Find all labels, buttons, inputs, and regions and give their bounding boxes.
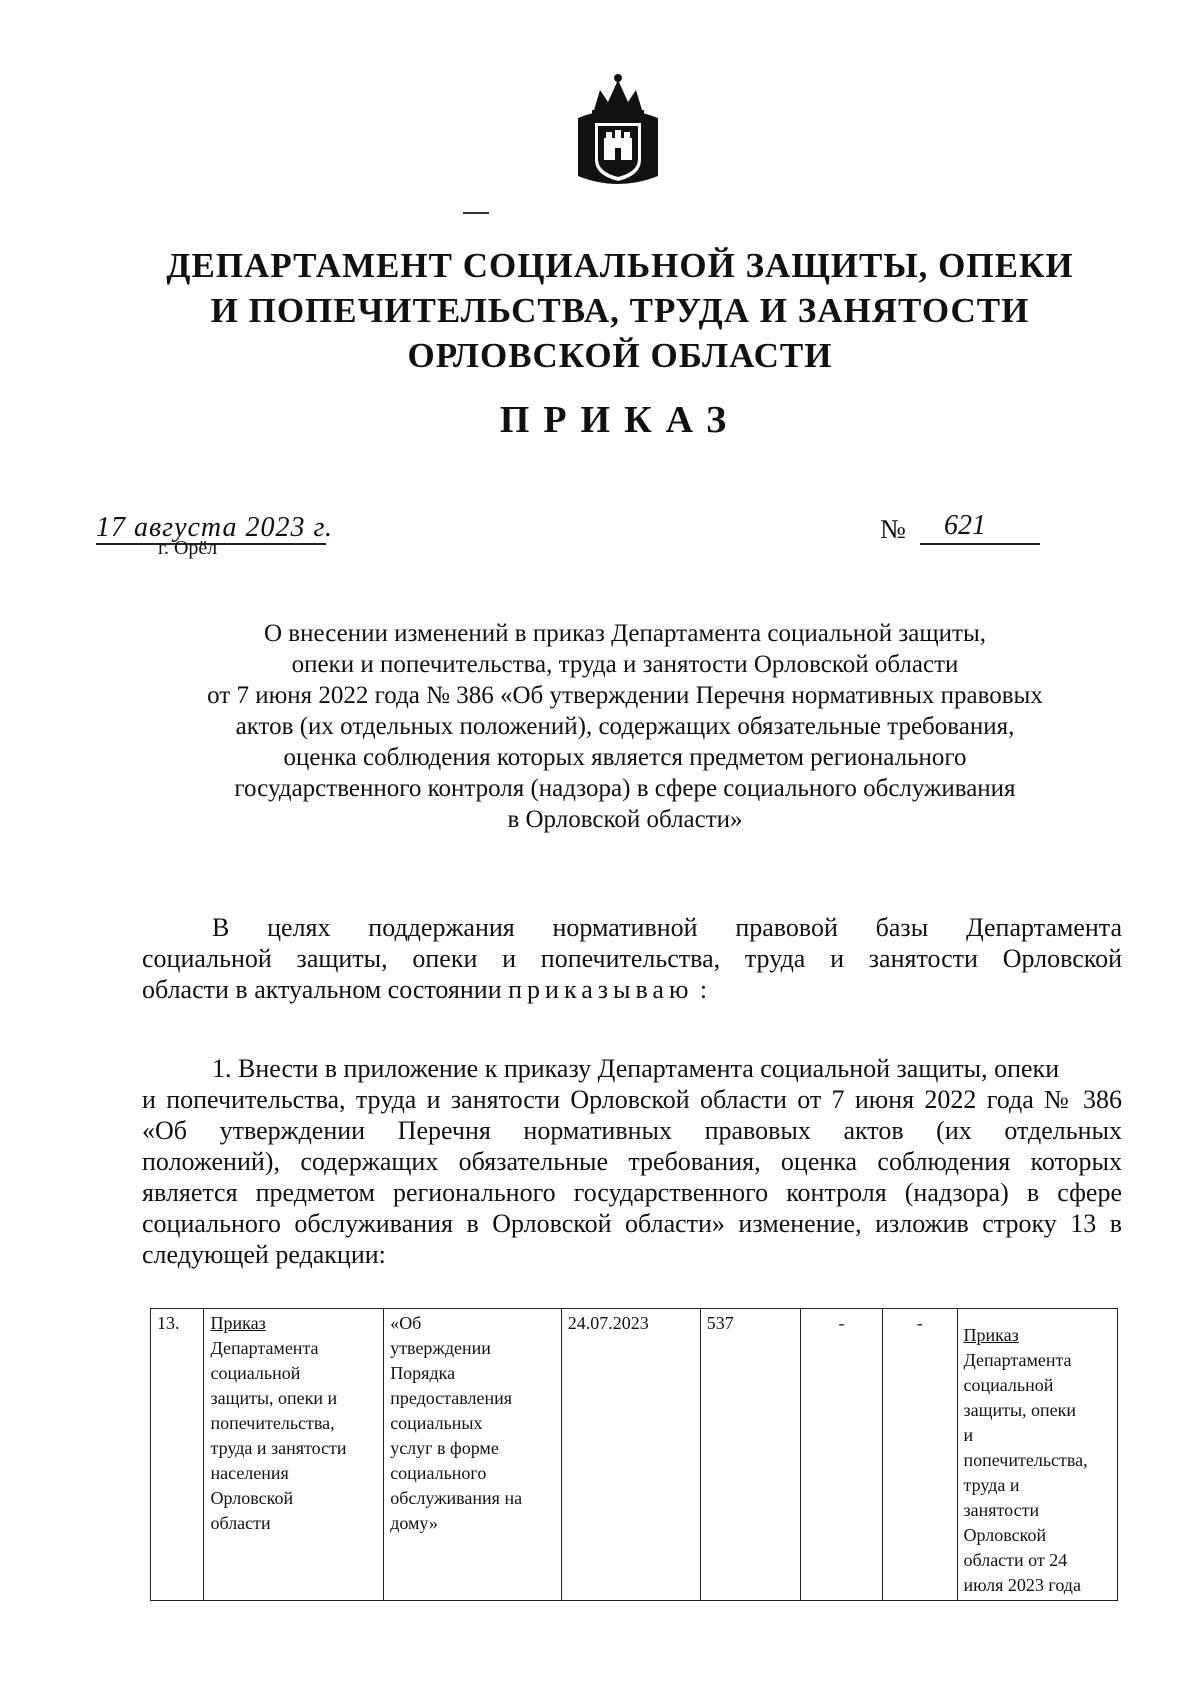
cell-line: Приказ xyxy=(210,1313,266,1333)
city-label: г. Орёл xyxy=(158,537,218,559)
cell-line: обслуживания на xyxy=(390,1488,523,1508)
cell-line: июля 2023 года xyxy=(963,1575,1081,1595)
cell-line: области xyxy=(210,1513,271,1533)
paragraph-line: и попечительства, труда и занятости Орловской области от 7 июня 2022 года № 386 xyxy=(142,1085,1122,1114)
cell-line: социальной xyxy=(210,1363,301,1383)
cell-line: Порядка xyxy=(390,1363,456,1383)
cell-line: труда и xyxy=(963,1475,1020,1495)
preamble-paragraph xyxy=(142,912,1122,1005)
cell-document-title xyxy=(384,1309,562,1601)
paragraph-line: следующей редакции: xyxy=(142,1240,386,1269)
paragraph-text: области в актуальном состоянии xyxy=(142,975,502,1004)
cell-number: 537 xyxy=(700,1309,801,1601)
number-sign: № xyxy=(880,514,906,544)
paragraph-line: является предметом регионального государственного контроля (надзора) в сфере xyxy=(142,1178,1122,1207)
cell-line: труда и занятости xyxy=(210,1438,347,1458)
cell-line: области от 24 xyxy=(963,1550,1068,1570)
number-underline xyxy=(920,543,1040,545)
document-type-title: ПРИКАЗ xyxy=(499,399,741,441)
subject-line: от 7 июня 2022 года № 386 «Об утверждении Перечня нормативных правовых xyxy=(207,682,1043,709)
cell-line: защиты, опеки и xyxy=(210,1388,338,1408)
cell-line: «Об xyxy=(390,1313,422,1333)
cell-row-number: 13. xyxy=(151,1309,204,1601)
cell-line: Департамента xyxy=(963,1350,1072,1370)
cell-line: занятости xyxy=(963,1500,1040,1520)
department-line: И ПОПЕЧИТЕЛЬСТВА, ТРУДА И ЗАНЯТОСТИ xyxy=(210,291,1030,330)
cell-line: Орловской xyxy=(963,1525,1047,1545)
paragraph-line xyxy=(142,974,1122,1005)
cell-line: защиты, опеки xyxy=(963,1400,1077,1420)
handwritten-number: 621 xyxy=(944,510,986,541)
department-line: ОРЛОВСКОЙ ОБЛАСТИ xyxy=(407,336,833,375)
paragraph-line: «Об утверждении Перечня нормативных правовых актов (их отдельных xyxy=(142,1116,1122,1145)
cell-line: предоставления xyxy=(390,1388,513,1408)
cell-line: Приказ xyxy=(963,1325,1019,1345)
cell-line: социальной xyxy=(963,1375,1054,1395)
cell-reference xyxy=(957,1309,1118,1601)
cell-document-issuer xyxy=(204,1309,384,1601)
command-word: приказываю xyxy=(508,975,694,1004)
cell-line: Департамента xyxy=(210,1338,319,1358)
table-row xyxy=(151,1309,1118,1601)
cell-line: дому» xyxy=(390,1513,438,1533)
paragraph-line: В целях поддержания нормативной правовой базы Департамента xyxy=(212,913,1122,942)
subject-line: опеки и попечительства, труда и занятости Орловской области xyxy=(291,651,959,678)
paragraph-line: социального обслуживания в Орловской области» изменение, изложив строку 13 в xyxy=(142,1209,1122,1238)
department-name xyxy=(150,243,1090,378)
cell-line: Орловской xyxy=(210,1488,294,1508)
cell-line: социальных xyxy=(390,1413,483,1433)
item-1-paragraph xyxy=(142,1053,1122,1270)
department-line: ДЕПАРТАМЕНТ СОЦИАЛЬНОЙ ЗАЩИТЫ, ОПЕКИ xyxy=(166,246,1074,285)
cell-col8: - xyxy=(882,1309,957,1601)
paragraph-line: социальной защиты, опеки и попечительства, труда и занятости Орловской xyxy=(142,944,1122,973)
coat-of-arms-icon xyxy=(572,72,664,192)
amendment-table xyxy=(150,1308,1118,1601)
paragraph-line: положений), содержащих обязательные требования, оценка соблюдения которых xyxy=(142,1147,1122,1176)
order-subject xyxy=(150,618,1100,835)
cell-line: социального xyxy=(390,1463,487,1483)
paragraph-line: 1. Внести в приложение к приказу Департамента социальной защиты, опеки xyxy=(212,1054,1060,1083)
paragraph-text: : xyxy=(693,975,708,1004)
stray-mark xyxy=(463,212,489,214)
cell-line: населения xyxy=(210,1463,289,1483)
cell-date: 24.07.2023 xyxy=(561,1309,700,1601)
subject-line: оценка соблюдения которых является предметом регионального xyxy=(283,744,967,771)
cell-line: и xyxy=(963,1425,974,1445)
subject-line: актов (их отдельных положений), содержащих обязательные требования, xyxy=(235,713,1015,740)
cell-line: утверждении xyxy=(390,1338,491,1358)
subject-line: в Орловской области» xyxy=(507,806,743,833)
handwritten-date: 17 августа 2023 г. xyxy=(96,512,334,543)
cell-line: попечительства, xyxy=(210,1413,335,1433)
cell-line: попечительства, xyxy=(963,1450,1088,1470)
cell-col7: - xyxy=(801,1309,882,1601)
cell-line: услуг в форме xyxy=(390,1438,499,1458)
subject-line: О внесении изменений в приказ Департамента социальной защиты, xyxy=(264,620,986,647)
subject-line: государственного контроля (надзора) в сфере социального обслуживания xyxy=(234,775,1016,802)
